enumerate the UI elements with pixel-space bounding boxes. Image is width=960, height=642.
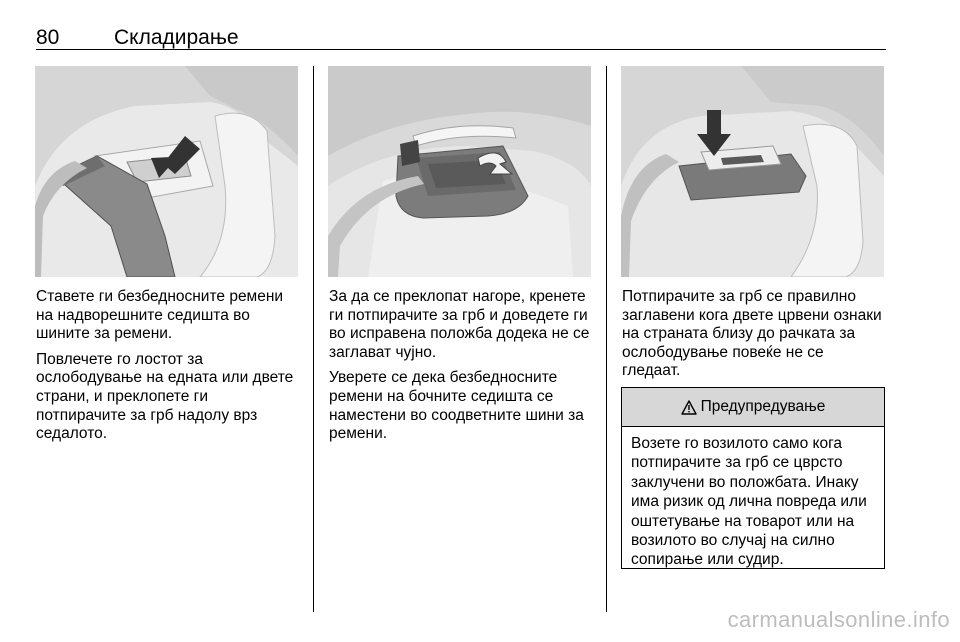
- paragraph: Уверете се дека безбедносните ремени на бочните седишта се наместени во соодветните шини за ремени.: [329, 369, 584, 443]
- watermark-text[interactable]: carmanualsonline.info: [727, 607, 950, 632]
- warning-text: Возете го возилото само кога потпирачите за грб се цврсто заклучени во положбата. Инаку има ризик од лична повреда или оштетување на товарот или на возилото во случај на силно сопирање или судир.: [631, 435, 867, 569]
- warning-header: [622, 388, 884, 427]
- page-number: 80: [36, 26, 60, 49]
- seat-belt-release-illustration: [35, 66, 298, 277]
- column-3-text: [622, 288, 884, 388]
- paragraph: Ставете ги безбедносните ремени на надворешните седишта во шините за ремени.: [36, 288, 284, 343]
- header-divider: [36, 49, 886, 50]
- backrest-fold-up-illustration: [328, 66, 591, 277]
- paragraph: Повлечете го лостот за ослободување на едната или двете страни, и преклопете ги потпирачите за грб надолу врз седалото.: [36, 350, 294, 443]
- warning-title: Предупредување: [700, 398, 826, 415]
- paragraph: Потпирачите за грб се правилно заглавени кога двете црвени ознаки на страната близу до рачката за ослободување повеќе не се гледаат.: [622, 288, 882, 380]
- column-divider: [313, 66, 314, 612]
- column-divider: [606, 66, 607, 612]
- column-1-text: [36, 288, 302, 451]
- section-title: Складирање: [114, 26, 239, 49]
- warning-triangle-icon: [681, 400, 697, 415]
- backrest-latch-illustration: [621, 66, 884, 277]
- paragraph: За да се преклопат нагоре, кренете ги потпирачите за грб и доведете ги во исправена положба додека не се заглават чујно.: [329, 288, 590, 361]
- column-2-text: [329, 288, 595, 451]
- warning-box: [621, 387, 885, 569]
